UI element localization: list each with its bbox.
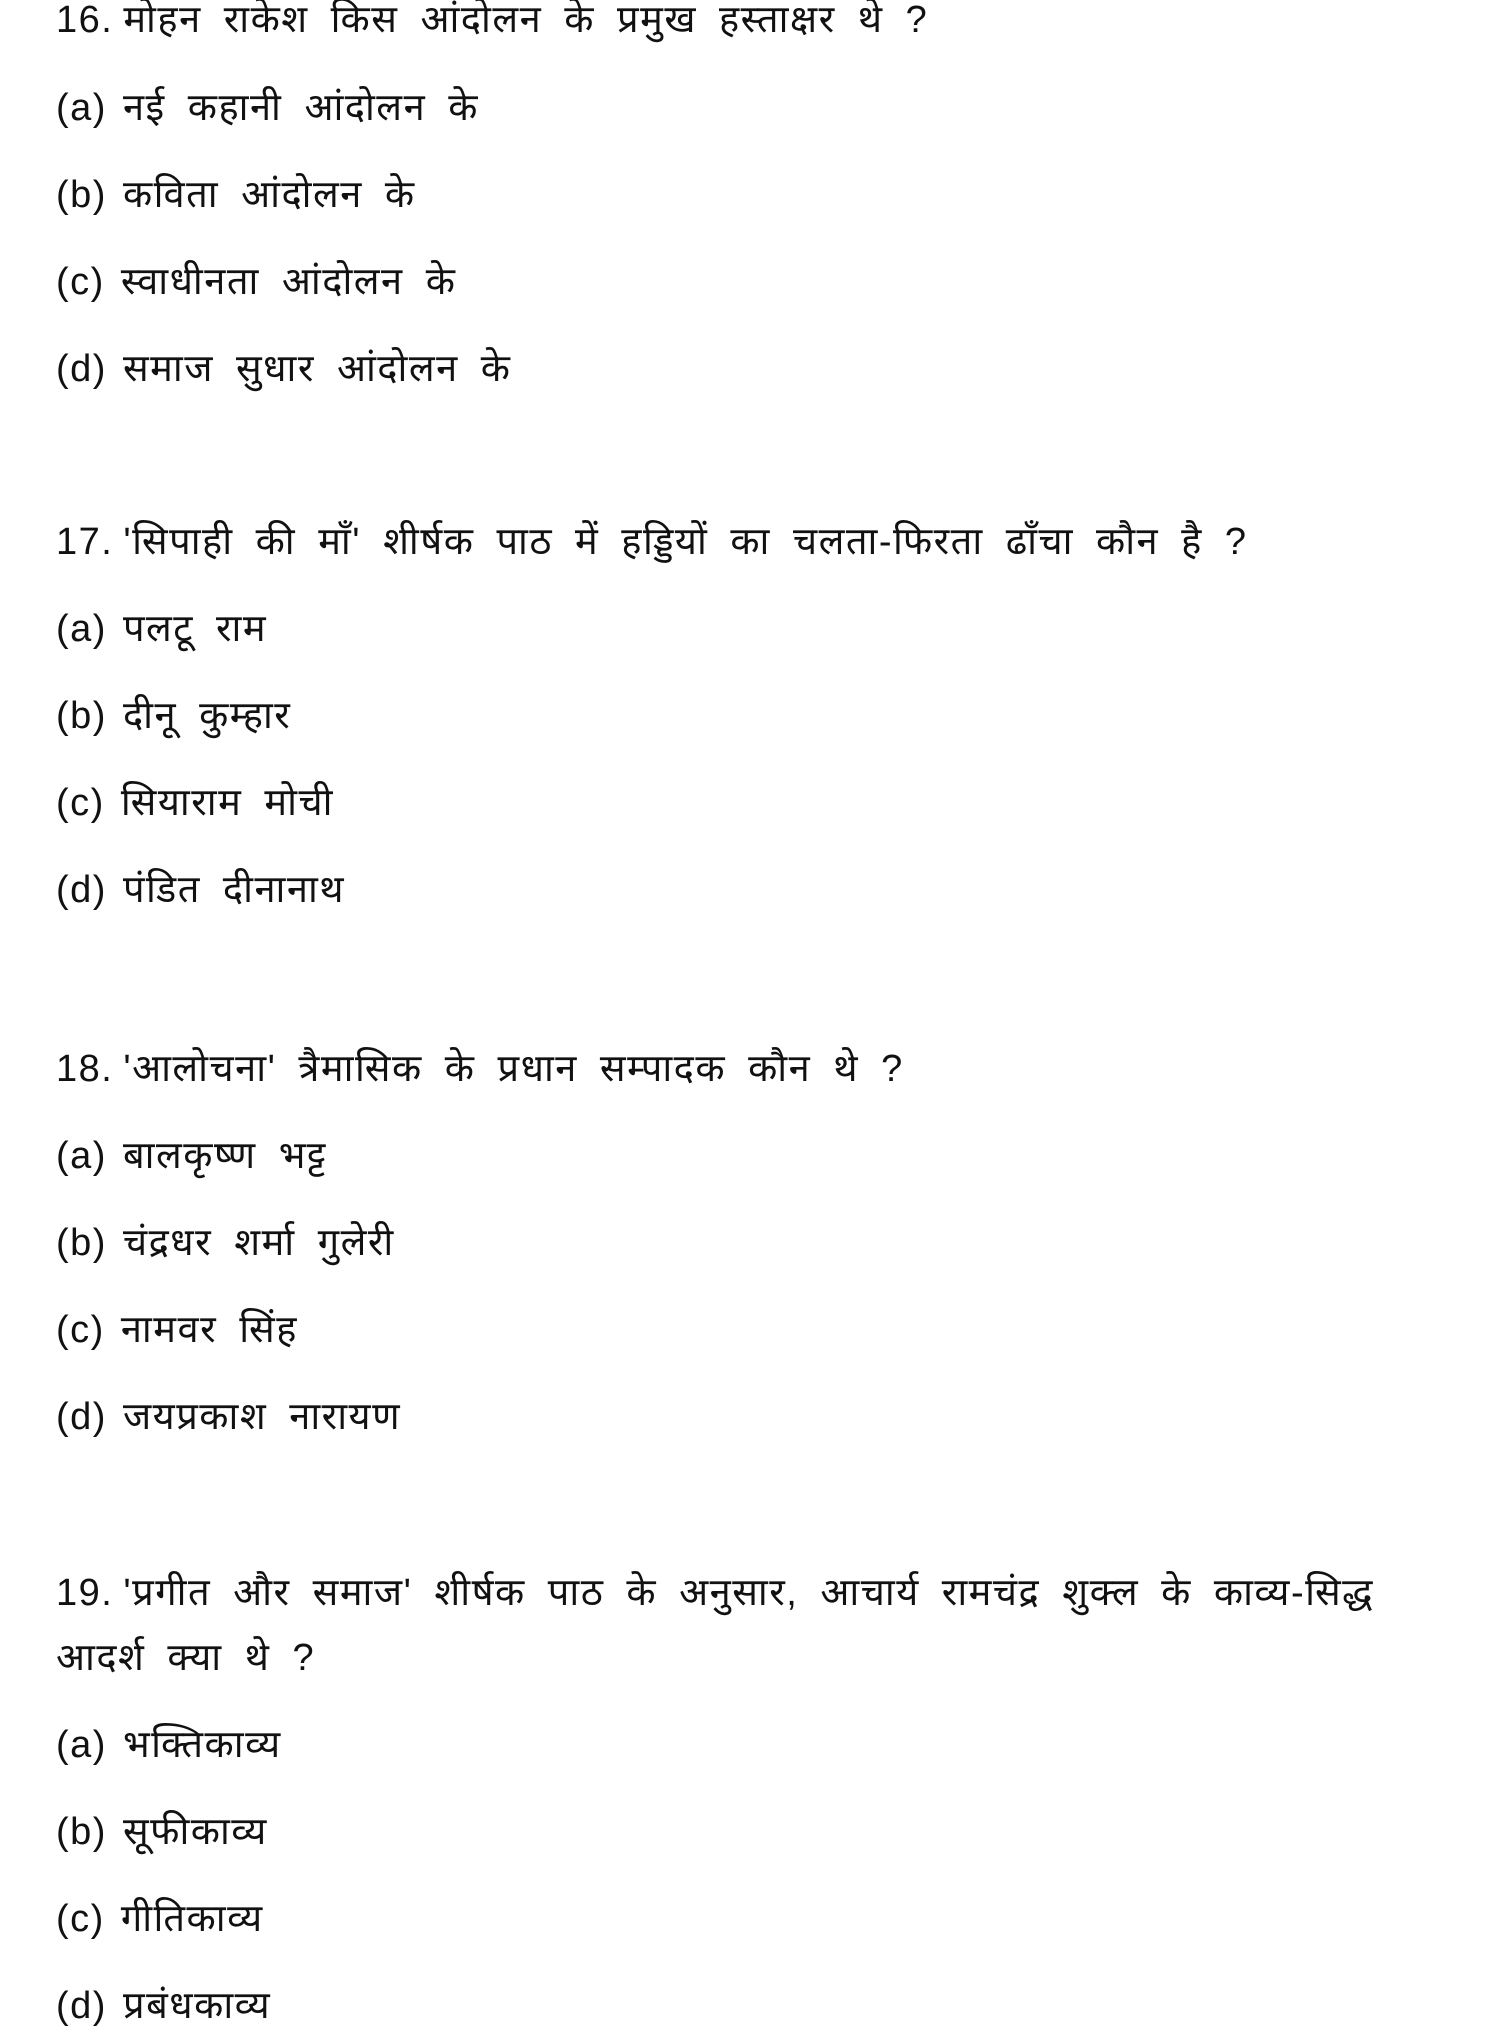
option-text: कविता आंदोलन के bbox=[122, 174, 416, 216]
question-19-option-a bbox=[56, 1719, 282, 1771]
option-label: (c) bbox=[56, 1309, 105, 1351]
question-number: 17. bbox=[56, 521, 114, 563]
question-19-option-d bbox=[56, 1980, 271, 2032]
option-label: (a) bbox=[56, 1135, 107, 1177]
option-label: (a) bbox=[56, 87, 107, 129]
question-18-option-c bbox=[56, 1304, 298, 1356]
option-label: (b) bbox=[56, 695, 107, 737]
option-label: (d) bbox=[56, 1985, 107, 2027]
question-text: मोहन राकेश किस आंदोलन के प्रमुख हस्ताक्षर थे ? bbox=[123, 0, 929, 41]
question-text: 'आलोचना' त्रैमासिक के प्रधान सम्पादक कौन थे ? bbox=[123, 1048, 904, 1090]
option-label: (c) bbox=[56, 261, 105, 303]
question-text: आदर्श क्या थे ? bbox=[56, 1637, 316, 1679]
option-text: पलटू राम bbox=[122, 608, 268, 650]
question-text: 'सिपाही की माँ' शीर्षक पाठ में हड्डियों का चलता-फिरता ढाँचा कौन है ? bbox=[123, 521, 1248, 563]
option-text: दीनू कुम्हार bbox=[122, 695, 292, 737]
option-label: (c) bbox=[56, 1898, 105, 1940]
question-17 bbox=[56, 516, 1248, 568]
option-label: (b) bbox=[56, 1811, 107, 1853]
question-18-option-b bbox=[56, 1217, 395, 1269]
option-text: जयप्रकाश नारायण bbox=[122, 1396, 402, 1438]
option-text: नामवर सिंह bbox=[120, 1309, 298, 1351]
question-number: 18. bbox=[56, 1048, 114, 1090]
option-label: (a) bbox=[56, 1724, 107, 1766]
option-text: स्वाधीनता आंदोलन के bbox=[120, 261, 457, 303]
option-text: पंडित दीनानाथ bbox=[122, 869, 346, 911]
question-19-option-c bbox=[56, 1893, 264, 1945]
option-text: सियाराम मोची bbox=[120, 782, 334, 824]
option-label: (d) bbox=[56, 348, 107, 390]
question-18-option-d bbox=[56, 1391, 401, 1443]
question-text: 'प्रगीत और समाज' शीर्षक पाठ के अनुसार, आचार्य रामचंद्र शुक्ल के काव्य-सिद्ध bbox=[123, 1572, 1374, 1614]
question-18 bbox=[56, 1043, 904, 1095]
option-text: प्रबंधकाव्य bbox=[122, 1985, 272, 2027]
question-number: 19. bbox=[56, 1572, 114, 1614]
question-16-option-a bbox=[56, 82, 479, 134]
option-label: (c) bbox=[56, 782, 105, 824]
option-text: सूफीकाव्य bbox=[122, 1811, 268, 1853]
question-number: 16. bbox=[56, 0, 114, 41]
option-text: भक्तिकाव्य bbox=[122, 1724, 282, 1766]
question-16-option-c bbox=[56, 256, 456, 308]
question-19 bbox=[56, 1567, 1374, 1619]
question-17-option-a bbox=[56, 603, 267, 655]
option-label: (b) bbox=[56, 174, 107, 216]
option-label: (b) bbox=[56, 1222, 107, 1264]
question-17-option-b bbox=[56, 690, 291, 742]
question-18-option-a bbox=[56, 1130, 327, 1182]
option-text: गीतिकाव्य bbox=[120, 1898, 264, 1940]
question-16-option-d bbox=[56, 343, 511, 395]
question-16-option-b bbox=[56, 169, 416, 221]
option-text: समाज सुधार आंदोलन के bbox=[122, 348, 512, 390]
option-text: चंद्रधर शर्मा गुलेरी bbox=[122, 1222, 395, 1264]
question-17-option-c bbox=[56, 777, 334, 829]
option-label: (d) bbox=[56, 869, 107, 911]
option-label: (a) bbox=[56, 608, 107, 650]
question-17-option-d bbox=[56, 864, 345, 916]
question-16 bbox=[56, 0, 928, 46]
option-text: नई कहानी आंदोलन के bbox=[122, 87, 479, 129]
question-19-continuation bbox=[56, 1632, 315, 1684]
option-text: बालकृष्ण भट्ट bbox=[122, 1135, 328, 1177]
option-label: (d) bbox=[56, 1396, 107, 1438]
question-19-option-b bbox=[56, 1806, 268, 1858]
